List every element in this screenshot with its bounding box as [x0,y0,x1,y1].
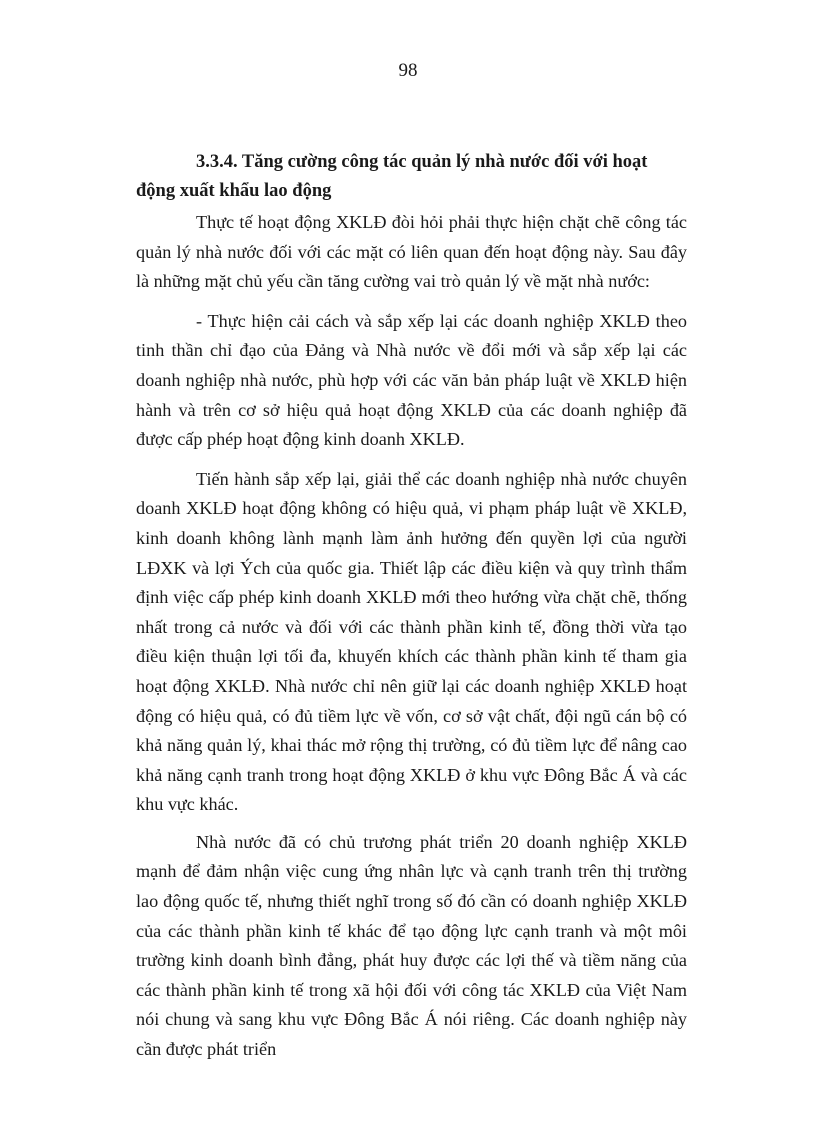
paragraph-intro: Thực tế hoạt động XKLĐ đòi hỏi phải thực hiện chặt chẽ công tác quản lý nhà nước đối với các mặt có liên quan đến hoạt động này. Sau đây là những mặt chủ yếu cần tăng cường vai trò quản lý về mặt nhà nước: [136,212,687,292]
page-number: 98 [398,60,418,81]
paragraph-bullet-restructure: - Thực hiện cải cách và sắp xếp lại các doanh nghiệp XKLĐ theo tinh thần chỉ đạo của Đảng và Nhà nước về đổi mới và sắp xếp lại các doanh nghiệp nhà nước, phù hợp với các văn bản pháp luật về XKLĐ hiện hành và trên cơ sở hiệu quả hoạt động XKLĐ của các doanh nghiệp đã được cấp phép hoạt động kinh doanh XKLĐ. [136,310,687,450]
paragraph-dissolution: Tiến hành sắp xếp lại, giải thể các doanh nghiệp nhà nước chuyên doanh XKLĐ hoạt động không có hiệu quả, vi phạm pháp luật về XKLĐ, kinh doanh không lành mạnh làm ảnh hưởng đến quyền lợi của người LĐXK và lợi Ých của quốc gia. Thiết lập các điều kiện và quy trình thẩm định việc cấp phép kinh doanh XKLĐ mới theo hướng vừa chặt chẽ, thống nhất trong cả nước và đối với các thành phần kinh tế, đồng thời vừa tạo điều kiện thuận lợi tối đa, khuyến khích các thành phần kinh tế tham gia hoạt động XKLĐ. Nhà nước chỉ nên giữ lại các doanh nghiệp XKLĐ hoạt động có hiệu quả, có đủ tiềm lực về vốn, cơ sở vật chất, đội ngũ cán bộ có khả năng quản lý, khai thác mở rộng thị trường, có đủ tiềm lực để nâng cao khả năng cạnh tranh trong hoạt động XKLĐ ở khu vực Đông Bắc Á và các khu vực khác. [136,468,687,815]
document-body [136,148,687,1065]
paragraph-development: Nhà nước đã có chủ trương phát triển 20 doanh nghiệp XKLĐ mạnh để đảm nhận việc cung ứng nhân lực và cạnh tranh trên thị trường lao động quốc tế, nhưng thiết nghĩ trong số đó cần có doanh nghiệp XKLĐ của các thành phần kinh tế khác để tạo động lực cạnh tranh và một môi trường kinh doanh bình đẳng, phát huy được các lợi thế và tiềm năng của các thành phần kinh tế trong xã hội đối với công tác XKLĐ của Việt Nam nói chung và sang khu vực Đông Bắc Á nói riêng. Các doanh nghiệp này cần được phát triển [136,831,687,1060]
section-heading: 3.3.4. Tăng cường công tác quản lý nhà nước đối với hoạt động xuất khẩu lao động [136,152,648,201]
